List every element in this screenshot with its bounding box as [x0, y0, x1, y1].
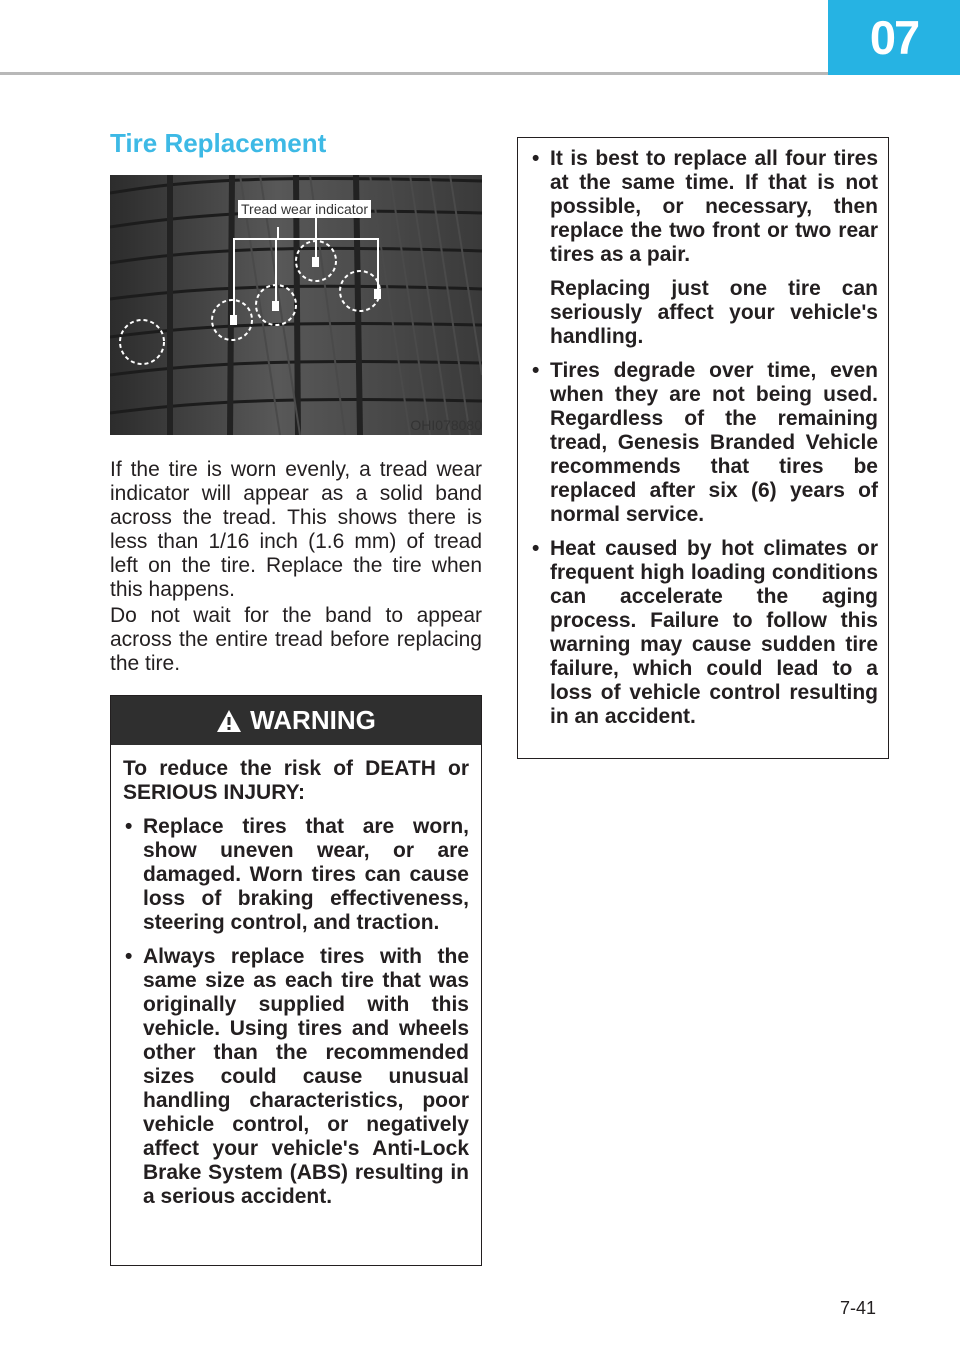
- advice-bullet: [530, 537, 878, 729]
- warning-lead: To reduce the risk of DEATH or SERIOUS INJURY:: [123, 757, 469, 804]
- intro-paragraph-2: Do not wait for the band to appear across the entire tread before replacing the tire.: [110, 604, 482, 675]
- intro-paragraph-1: If the tire is worn evenly, a tread wear indicator will appear as a solid band across the tread. This shows there is less than 1/16 inch (1.6 mm) of tread left on the tire. Replace the tire when this happens.: [110, 458, 482, 601]
- advice-bullet-text: Heat caused by hot climates or frequent high loading conditions can accelerate the aging process. Failure to follow this warning may cause sudden tire failure, which could lead to a loss of vehicle control resulting in an accident.: [550, 537, 878, 728]
- bullet-dot: •: [125, 815, 133, 838]
- advice-bullet: [530, 359, 878, 527]
- bullet-dot: •: [125, 945, 133, 968]
- warning-bullet: [123, 945, 469, 1209]
- chapter-tab: 07: [828, 0, 960, 75]
- bullet-dot: •: [532, 537, 540, 560]
- tire-advice-box: [517, 137, 889, 759]
- warning-box: [110, 695, 482, 1266]
- bullet-dot: •: [532, 147, 540, 170]
- bullet-dot: •: [532, 359, 540, 382]
- figure-code: OHI078080: [410, 417, 482, 433]
- page-number: 7-41: [840, 1298, 877, 1318]
- warning-header: [111, 696, 481, 745]
- header-rule: [0, 72, 828, 75]
- advice-bullet: [530, 147, 878, 349]
- warning-bullet-text: Replace tires that are worn, show uneven wear, or are damaged. Worn tires can cause loss of braking effectiveness, steering control, and traction.: [143, 815, 469, 934]
- advice-bullet-text: It is best to replace all four tires at the same time. If that is not possible, or necessary, then replace the two front or two rear tires as a pair.: [550, 147, 878, 266]
- warning-triangle-icon: [216, 709, 242, 733]
- section-title: Tire Replacement: [110, 128, 327, 158]
- advice-bullet-note: Replacing just one tire can seriously affect your vehicle's handling.: [550, 277, 878, 348]
- figure-callout-label: Tread wear indicator: [238, 200, 371, 218]
- warning-bullet: [123, 815, 469, 935]
- warning-bullet-text: Always replace tires with the same size as each tire that was originally supplied with this vehicle. Using tires and wheels other than the recommended sizes could cause unusual handling characteristics, poor vehicle control, or negatively affect your vehicle's Anti-Lock Brake System (ABS) resulting in a serious accident.: [143, 945, 469, 1208]
- warning-title: WARNING: [250, 705, 376, 735]
- tire-tread-figure: [110, 175, 482, 435]
- advice-bullet-text: Tires degrade over time, even when they are not being used. Regardless of the remaining tread, Genesis Branded Vehicle recommends that tires be replaced after six (6) years of normal service.: [550, 359, 878, 526]
